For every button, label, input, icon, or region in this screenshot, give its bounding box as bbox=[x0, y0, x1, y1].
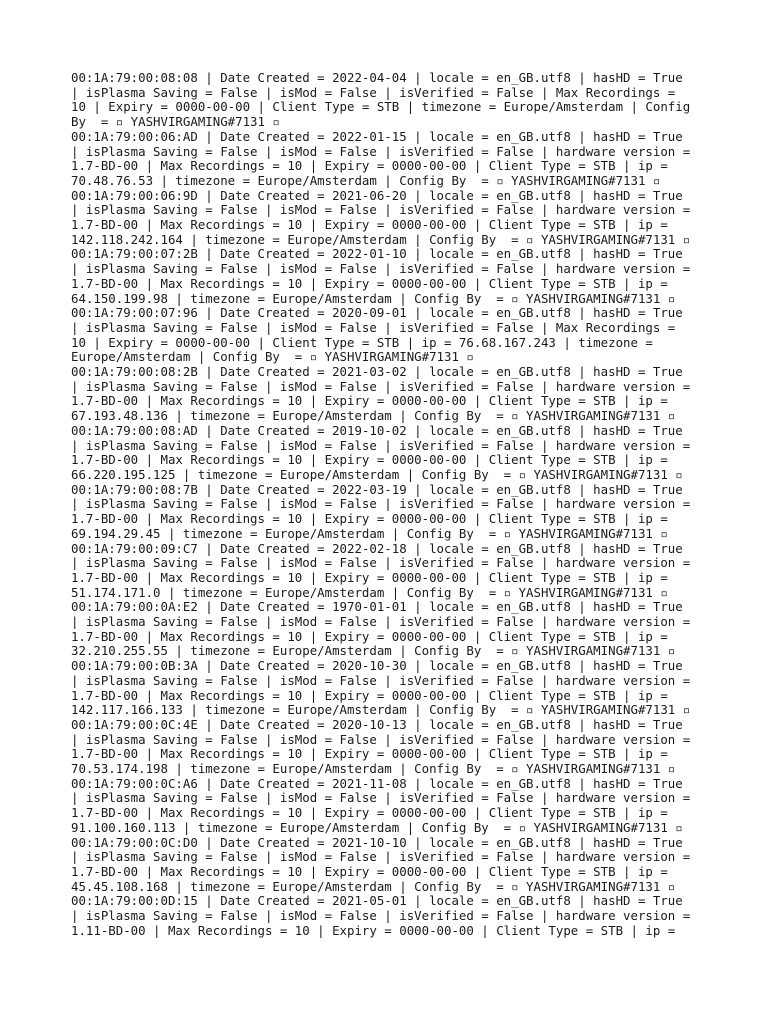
log-line: 00:1A:79:00:0B:3A | Date Created = 2020-10-30 | locale = en_GB.utf8 | hasHD = True bbox=[71, 658, 683, 674]
log-line: | isPlasma Saving = False | isMod = False | isVerified = False | hardware version = bbox=[71, 790, 691, 806]
log-line: 00:1A:79:00:0D:15 | Date Created = 2021-05-01 | locale = en_GB.utf8 | hasHD = True bbox=[71, 893, 683, 909]
log-line: | isPlasma Saving = False | isMod = False | isVerified = False | hardware version = bbox=[71, 143, 691, 159]
log-line: 1.7-BD-00 | Max Recordings = 10 | Expiry = 0000-00-00 | Client Type = STB | ip = bbox=[71, 746, 668, 762]
log-line: | isPlasma Saving = False | isMod = False | isVerified = False | hardware version = bbox=[71, 849, 691, 865]
log-line: 91.100.160.113 | timezone = Europe/Amsterdam | Config By = ▫ YASHVIRGAMING#7131 ▫ bbox=[71, 819, 683, 835]
log-line: | isPlasma Saving = False | isMod = False | isVerified = False | hardware version = bbox=[71, 261, 691, 277]
log-line: 51.174.171.0 | timezone = Europe/Amsterdam | Config By = ▫ YASHVIRGAMING#7131 ▫ bbox=[71, 584, 668, 600]
log-line: 142.117.166.133 | timezone = Europe/Amsterdam | Config By = ▫ YASHVIRGAMING#7131 ▫ bbox=[71, 702, 691, 718]
log-line: 67.193.48.136 | timezone = Europe/Amsterdam | Config By = ▫ YASHVIRGAMING#7131 ▫ bbox=[71, 408, 676, 424]
log-line: 1.7-BD-00 | Max Recordings = 10 | Expiry = 0000-00-00 | Client Type = STB | ip = bbox=[71, 805, 668, 821]
log-line: | isPlasma Saving = False | isMod = False | isVerified = False | hardware version = bbox=[71, 555, 691, 571]
log-line: | isPlasma Saving = False | isMod = False | isVerified = False | hardware version = bbox=[71, 202, 691, 218]
log-line: | isPlasma Saving = False | isMod = False | isVerified = False | hardware version = bbox=[71, 378, 691, 394]
log-line: 1.7-BD-00 | Max Recordings = 10 | Expiry = 0000-00-00 | Client Type = STB | ip = bbox=[71, 275, 668, 291]
log-line: | isPlasma Saving = False | isMod = False | isVerified = False | hardware version = bbox=[71, 908, 691, 924]
log-line: 1.11-BD-00 | Max Recordings = 10 | Expiry = 0000-00-00 | Client Type = STB | ip = bbox=[71, 922, 676, 938]
log-line: | isPlasma Saving = False | isMod = False | isVerified = False | Max Recordings = bbox=[71, 84, 676, 100]
log-line: 64.150.199.98 | timezone = Europe/Amsterdam | Config By = ▫ YASHVIRGAMING#7131 ▫ bbox=[71, 290, 676, 306]
log-line: 00:1A:79:00:07:96 | Date Created = 2020-09-01 | locale = en_GB.utf8 | hasHD = True bbox=[71, 305, 683, 321]
log-line: | isPlasma Saving = False | isMod = False | isVerified = False | hardware version = bbox=[71, 437, 691, 453]
log-line: 00:1A:79:00:08:2B | Date Created = 2021-03-02 | locale = en_GB.utf8 | hasHD = True bbox=[71, 364, 683, 380]
log-line: 45.45.108.168 | timezone = Europe/Amsterdam | Config By = ▫ YASHVIRGAMING#7131 ▫ bbox=[71, 878, 676, 894]
log-line: 1.7-BD-00 | Max Recordings = 10 | Expiry = 0000-00-00 | Client Type = STB | ip = bbox=[71, 569, 668, 585]
log-line: 69.194.29.45 | timezone = Europe/Amsterdam | Config By = ▫ YASHVIRGAMING#7131 ▫ bbox=[71, 525, 668, 541]
log-line: 10 | Expiry = 0000-00-00 | Client Type = STB | timezone = Europe/Amsterdam | Config bbox=[71, 99, 691, 115]
log-line: 00:1A:79:00:0C:A6 | Date Created = 2021-11-08 | locale = en_GB.utf8 | hasHD = True bbox=[71, 775, 683, 791]
log-line: | isPlasma Saving = False | isMod = False | isVerified = False | hardware version = bbox=[71, 672, 691, 688]
log-line: 142.118.242.164 | timezone = Europe/Amsterdam | Config By = ▫ YASHVIRGAMING#7131 ▫ bbox=[71, 231, 691, 247]
log-line: 70.48.76.53 | timezone = Europe/Amsterdam | Config By = ▫ YASHVIRGAMING#7131 ▫ bbox=[71, 172, 661, 188]
log-line: 00:1A:79:00:08:7B | Date Created = 2022-03-19 | locale = en_GB.utf8 | hasHD = True bbox=[71, 481, 683, 497]
document-page bbox=[71, 71, 701, 938]
log-line: 00:1A:79:00:0C:4E | Date Created = 2020-10-13 | locale = en_GB.utf8 | hasHD = True bbox=[71, 716, 683, 732]
log-line: 1.7-BD-00 | Max Recordings = 10 | Expiry = 0000-00-00 | Client Type = STB | ip = bbox=[71, 217, 668, 233]
log-line: | isPlasma Saving = False | isMod = False | isVerified = False | Max Recordings = bbox=[71, 319, 676, 335]
log-line: By = ▫ YASHVIRGAMING#7131 ▫ bbox=[71, 114, 280, 130]
log-line: | isPlasma Saving = False | isMod = False | isVerified = False | hardware version = bbox=[71, 731, 691, 747]
log-line: 00:1A:79:00:06:9D | Date Created = 2021-06-20 | locale = en_GB.utf8 | hasHD = True bbox=[71, 187, 683, 203]
log-line: 32.210.255.55 | timezone = Europe/Amsterdam | Config By = ▫ YASHVIRGAMING#7131 ▫ bbox=[71, 643, 676, 659]
log-line: 00:1A:79:00:0A:E2 | Date Created = 1970-01-01 | locale = en_GB.utf8 | hasHD = True bbox=[71, 599, 683, 615]
log-line: 00:1A:79:00:08:08 | Date Created = 2022-04-04 | locale = en_GB.utf8 | hasHD = True bbox=[71, 70, 683, 85]
log-line: 10 | Expiry = 0000-00-00 | Client Type = STB | ip = 76.68.167.243 | timezone = bbox=[71, 334, 653, 350]
log-line: 1.7-BD-00 | Max Recordings = 10 | Expiry = 0000-00-00 | Client Type = STB | ip = bbox=[71, 687, 668, 703]
log-line: 00:1A:79:00:09:C7 | Date Created = 2022-02-18 | locale = en_GB.utf8 | hasHD = True bbox=[71, 540, 683, 556]
log-line: 66.220.195.125 | timezone = Europe/Amsterdam | Config By = ▫ YASHVIRGAMING#7131 ▫ bbox=[71, 466, 683, 482]
log-line: | isPlasma Saving = False | isMod = False | isVerified = False | hardware version = bbox=[71, 496, 691, 512]
log-line: 00:1A:79:00:0C:D0 | Date Created = 2021-10-10 | locale = en_GB.utf8 | hasHD = True bbox=[71, 834, 683, 850]
log-line: | isPlasma Saving = False | isMod = False | isVerified = False | hardware version = bbox=[71, 614, 691, 630]
log-line: 1.7-BD-00 | Max Recordings = 10 | Expiry = 0000-00-00 | Client Type = STB | ip = bbox=[71, 158, 668, 174]
log-line: Europe/Amsterdam | Config By = ▫ YASHVIRGAMING#7131 ▫ bbox=[71, 349, 474, 365]
log-line: 1.7-BD-00 | Max Recordings = 10 | Expiry = 0000-00-00 | Client Type = STB | ip = bbox=[71, 452, 668, 468]
log-line: 00:1A:79:00:06:AD | Date Created = 2022-01-15 | locale = en_GB.utf8 | hasHD = True bbox=[71, 128, 683, 144]
log-line: 70.53.174.198 | timezone = Europe/Amsterdam | Config By = ▫ YASHVIRGAMING#7131 ▫ bbox=[71, 761, 676, 777]
log-line: 00:1A:79:00:08:AD | Date Created = 2019-10-02 | locale = en_GB.utf8 | hasHD = True bbox=[71, 422, 683, 438]
log-line: 00:1A:79:00:07:2B | Date Created = 2022-01-10 | locale = en_GB.utf8 | hasHD = True bbox=[71, 246, 683, 262]
log-line: 1.7-BD-00 | Max Recordings = 10 | Expiry = 0000-00-00 | Client Type = STB | ip = bbox=[71, 393, 668, 409]
log-line: 1.7-BD-00 | Max Recordings = 10 | Expiry = 0000-00-00 | Client Type = STB | ip = bbox=[71, 511, 668, 527]
log-line: 1.7-BD-00 | Max Recordings = 10 | Expiry = 0000-00-00 | Client Type = STB | ip = bbox=[71, 628, 668, 644]
log-line: 1.7-BD-00 | Max Recordings = 10 | Expiry = 0000-00-00 | Client Type = STB | ip = bbox=[71, 863, 668, 879]
